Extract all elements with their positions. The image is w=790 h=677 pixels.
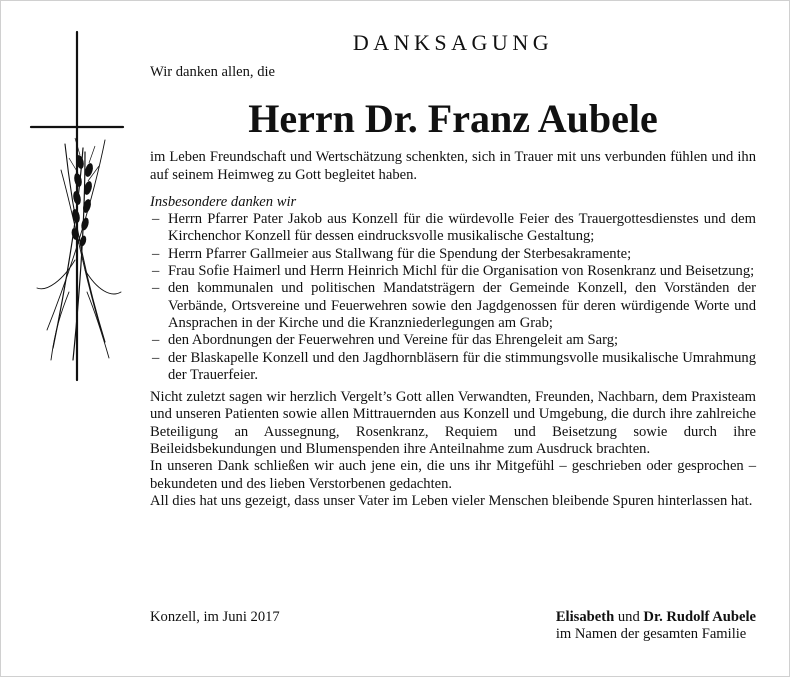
intro-text: Wir danken allen, die	[150, 64, 276, 80]
closing-paragraph: In unseren Dank schließen wir auch jene ein, die uns ihr Mitgefühl – geschrieben oder gesprochen – bekundeten und des lieben Verstorbenen gedachten.	[150, 458, 756, 492]
list-item: – Herrn Pfarrer Pater Jakob aus Konzell für die würdevolle Feier des Trauergottesdienstes und dem Kirchenchor Konzell für dessen eindrucksvolle musikalische Gestaltung;	[150, 211, 756, 246]
signer-name-1: Elisabeth	[555, 609, 615, 625]
signature-line: im Namen der gesamten Familie	[555, 626, 747, 643]
closing-section	[150, 389, 756, 510]
page-title: DANKSAGUNG	[352, 30, 554, 55]
list-item: – Frau Sofie Haimerl und Herrn Heinrich Michl für die Organisation von Rosenkranz und Beisetzung;	[150, 263, 756, 280]
signature-names	[556, 609, 756, 626]
notice-body	[150, 64, 756, 510]
deceased-name: Herrn Dr. Franz Aubele	[248, 96, 658, 142]
thanks-list	[150, 211, 756, 384]
list-item: – den kommunalen und politischen Mandatsträgern der Gemeinde Konzell, den Vorständen der Verbände, Ortsvereine und Feuerwehren sowie den Jagdgenossen für deren würdigende Worte und Ansprachen in der Kirche und die Kranzniederlegungen am Grab;	[150, 280, 756, 332]
signature	[556, 609, 756, 644]
place-date: Konzell, im Juni 2017	[150, 609, 280, 625]
list-item: – den Abordnungen der Feuerwehren und Vereine für das Ehrengeleit am Sarg;	[150, 332, 756, 349]
list-item: – der Blaskapelle Konzell und den Jagdhornbläsern für die stimmungsvolle musikalische Umrahmung der Trauerfeier.	[150, 350, 756, 385]
closing-paragraph: Nicht zuletzt sagen wir herzlich Vergelt’s Gott allen Verwandten, Freunden, Nachbarn, dem Praxisteam und unseren Patienten sowie allen Mittrauernden aus Konzell und Umgebung, die durch ihre zahlreiche Beteiligung an Aussegnung, Rosenkranz, Requiem und Beisetzung sowie durch ihre Beileidsbekundungen und Blumenspenden ihre Anteilnahme zum Ausdruck brachten.	[150, 389, 756, 458]
body-paragraph: im Leben Freundschaft und Wertschätzung schenkten, sich in Trauer mit uns verbunden fühlen und ihn auf seinem Heimweg zu Gott begleitet haben.	[150, 149, 756, 183]
signer-name-2: Dr. Rudolf Aubele	[643, 609, 756, 625]
signature-conjunction: und	[617, 609, 640, 625]
list-item: – Herrn Pfarrer Gallmeier aus Stallwang für die Spendung der Sterbesakramente;	[150, 246, 756, 263]
thanks-lead: Insbesondere danken wir	[150, 193, 297, 210]
cross-with-wheat-icon	[25, 30, 135, 390]
closing-paragraph: All dies hat uns gezeigt, dass unser Vater im Leben vieler Menschen bleibende Spuren hinterlassen hat.	[150, 492, 753, 509]
